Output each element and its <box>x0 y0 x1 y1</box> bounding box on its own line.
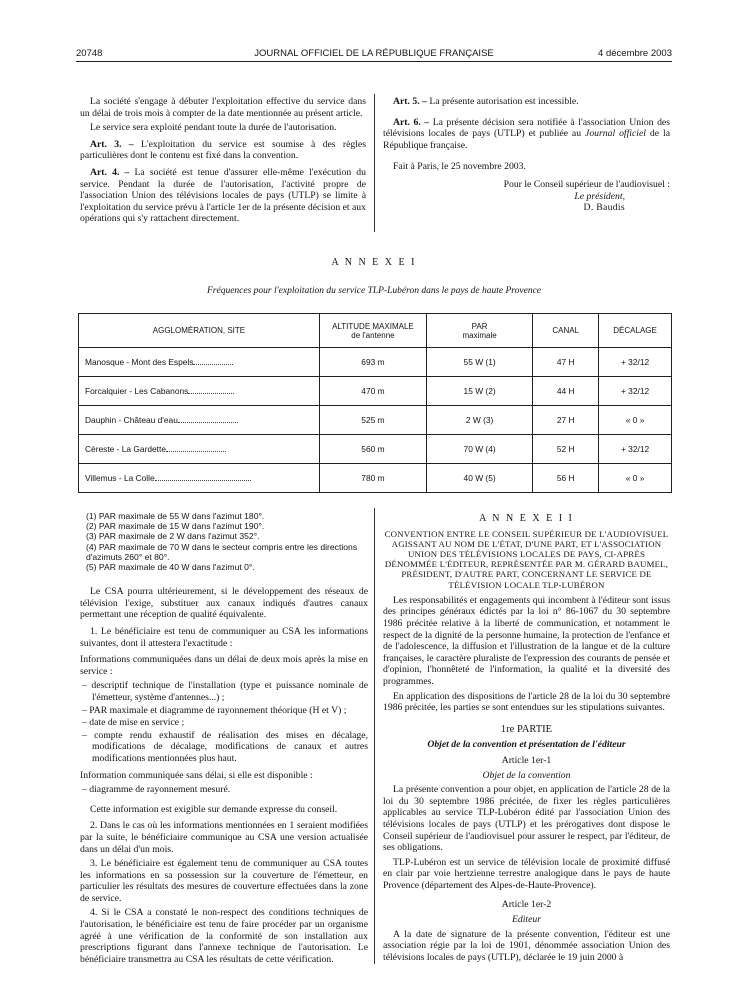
paragraph: 2. Dans le cas où les informations mentionnées en 1 seraient modifiées par la suite, le bénéficiaire communique au CSA une version actualisée dans un délai d'un mois. <box>80 820 368 855</box>
frequency-table <box>78 313 672 493</box>
annex-2-title: A N N E X E I I <box>479 513 574 524</box>
site-cell: Dauphin - Château d'eau <box>79 406 320 435</box>
article-heading: Article 1er-2 <box>501 899 552 911</box>
article-heading: Article 1er-1 <box>501 754 552 766</box>
paragraph: TLP-Lubéron est un service de télévision locale de proximité diffusé en clair par voie hertzienne terrestre analogique dans le pays de haute Provence (département des Alpes-de-Haute-Provence). <box>383 856 670 891</box>
article-4: Art. 4. – La société est tenue d'assurer elle-même l'exécution du service. Pendant la durée de l'autorisation, l'activité propre de l'association Union des télévisions locales de pays (UTLP) se limite à l'exploitation du service prévu à l'article 1er de la présente décision et aux opérations qui s'y rattachent directement. <box>80 166 366 225</box>
altitude-cell: 525 m <box>319 406 426 435</box>
paragraph: 1. Le bénéficiaire est tenu de communiquer au CSA les informations suivantes, dont il attestera l'exactitude : <box>80 626 368 649</box>
signature-role: Le président, <box>574 190 625 202</box>
article-title: Editeur <box>511 914 542 926</box>
note: (3) PAR maximale de 2 W dans l'azimut 352°. <box>86 531 260 542</box>
list-item: – diagramme de rayonnement mesuré. <box>82 784 231 796</box>
decalage-cell: « 0 » <box>599 406 672 435</box>
part-title: Objet de la convention et présentation de l'éditeur <box>427 739 626 751</box>
list-item: – date de mise en service ; <box>82 717 185 729</box>
bottom-left-column <box>80 511 368 968</box>
paragraph: Le service sera exploité pendant toute la durée de l'autorisation. <box>90 122 337 134</box>
issue-date: 4 décembre 2003 <box>598 48 672 59</box>
signature-for: Pour le Conseil supérieur de l'audiovisuel : <box>503 178 670 190</box>
paragraph: La société s'engage à débuter l'exploitation effective du service dans un délai de trois mois à compter de la date mentionnée au présent article. <box>80 96 366 119</box>
decalage-cell: + 32/12 <box>599 348 672 377</box>
table-row <box>79 406 672 435</box>
site-cell: Manosque - Mont des Espels <box>79 348 320 377</box>
altitude-cell: 560 m <box>319 435 426 464</box>
table-row <box>79 377 672 406</box>
par-cell: 40 W (5) <box>426 464 532 493</box>
note: (1) PAR maximale de 55 W dans l'azimut 180°. <box>86 511 265 521</box>
paragraph: En application des dispositions de l'article 28 de la loi du 30 septembre 1986 précitée, les parties se sont entendues sur les stipulations suivantes. <box>383 690 670 714</box>
site-cell: Forcalquier - Les Cabanons <box>79 377 320 406</box>
paragraph: Informations communiquées dans un délai de deux mois après la mise en service : <box>80 654 368 677</box>
par-cell: 2 W (3) <box>426 406 532 435</box>
article-3: Art. 3. – L'exploitation du service est soumise à des règles particulières dont le contenu est fixé dans la convention. <box>80 138 366 162</box>
table-row <box>79 348 672 377</box>
column-divider <box>374 508 375 964</box>
required-info-list <box>80 680 368 764</box>
column-header: AGGLOMÉRATION, SITE <box>79 314 320 348</box>
canal-cell: 27 H <box>533 406 599 435</box>
column-divider <box>374 94 375 232</box>
paragraph: La présente convention a pour objet, en application de l'article 28 de la loi du 30 septembre 1986 précitée, de fixer les règles particulières applicables au service TLP-Lubéron édité par l'association Union des télévisions locales de pays (UTLP) et les prérogatives dont dispose le Conseil supérieur de l'audiovisuel pour assurer le respect, par l'éditeur, de ses obligations. <box>383 784 670 854</box>
table-header-row <box>79 314 672 348</box>
note: (2) PAR maximale de 15 W dans l'azimut 190°. <box>86 521 265 532</box>
table-row <box>79 464 672 493</box>
paragraph: Cette information est exigible sur demande expresse du conseil. <box>90 803 338 815</box>
convention-title: CONVENTION ENTRE LE CONSEIL SUPÉRIEUR DE L'AUDIOVISUEL AGISSANT AU NOM DE L'ÉTAT, D'UNE PART, ET L'ASSOCIATION UNION DES TÉLÉVISIONS LOCALES DE PAYS, CI-APRÈS DÉNOMMÉE L'ÉDITEUR, REPRÉSENTÉE PAR M. GÉRARD BAUMEL, PRÉSIDENT, D'AUTRE PART, CONCERNANT LE SERVICE DE TÉLÉVISION LOCALE TLP-LUBÉRON <box>384 528 669 590</box>
canal-cell: 44 H <box>533 377 599 406</box>
site-cell: Villemus - La Colle <box>79 464 320 493</box>
list-item: – compte rendu exhaustif de réalisation des mises en décalage, modifications de décalage, modifications de canaux et autres modifications mentionnées plus haut. <box>82 729 368 764</box>
article-5: Art. 5. – La présente autorisation est incessible. <box>393 96 579 107</box>
decalage-cell: « 0 » <box>599 464 672 493</box>
altitude-cell: 470 m <box>319 377 426 406</box>
table-row <box>79 435 672 464</box>
paragraph: A la date de signature de la présente convention, l'éditeur est une association régie par la loi de 1901, dénommée association Union des télévisions locales de pays (UTLP), déclarée le 19 juin 2000 à <box>383 928 670 963</box>
paragraph: 4. Si le CSA a constaté le non-respect des conditions techniques de l'autorisation, le bénéficiaire est tenu de faire procéder par un organisme agréé à une vérification de la conformité de son installation aux prescriptions figurant dans l'annexe technique de l'autorisation. Le bénéficiaire transmettra au CSA les résultats de cette vérification. <box>80 907 368 965</box>
header-rule <box>76 61 672 62</box>
decalage-cell: + 32/12 <box>599 435 672 464</box>
table-notes <box>86 511 368 572</box>
annex-1-subtitle: Fréquences pour l'exploitation du service TLP-Lubéron dans le pays de haute Provence <box>206 286 542 296</box>
par-cell: 70 W (4) <box>426 435 532 464</box>
top-left-column <box>80 96 366 228</box>
altitude-cell: 780 m <box>319 464 426 493</box>
bottom-right-column <box>383 513 670 966</box>
canal-cell: 52 H <box>533 435 599 464</box>
list-item: – PAR maximale et diagramme de rayonnement théorique (H et V) ; <box>82 704 347 716</box>
altitude-cell: 693 m <box>319 348 426 377</box>
signature-name: D. Baudis <box>583 202 625 214</box>
par-cell: 55 W (1) <box>426 348 532 377</box>
par-cell: 15 W (2) <box>426 377 532 406</box>
paragraph: Le CSA pourra ultérieurement, si le développement des réseaux de télévision l'exige, substituer aux canaux indiqués d'autres canaux permettant une réception de qualité équivalente. <box>80 586 368 621</box>
article-title: Objet de la convention <box>482 769 571 781</box>
article-6: Art. 6. – La présente décision sera notifiée à l'association Union des télévisions locales de pays (UTLP) et publiée au Journal officiel de la République française. <box>383 116 670 151</box>
page-number: 20748 <box>76 48 103 59</box>
column-header: DÉCALAGE <box>599 314 672 348</box>
canal-cell: 56 H <box>533 464 599 493</box>
top-right-column <box>383 96 670 214</box>
site-cell: Céreste - La Gardette <box>79 435 320 464</box>
canal-cell: 47 H <box>533 348 599 377</box>
journal-title: JOURNAL OFFICIEL DE LA RÉPUBLIQUE FRANÇAISE <box>254 48 494 59</box>
annex-1-title: A N N E X E I <box>331 257 417 268</box>
paragraph: Information communiquée sans délai, si elle est disponible : <box>80 769 313 781</box>
note: (4) PAR maximale de 70 W dans le secteur compris entre les directions d'azimuts 260° et 80°. <box>86 541 358 562</box>
note: (5) PAR maximale de 40 W dans l'azimut 0°. <box>86 562 255 573</box>
column-header: CANAL <box>533 314 599 348</box>
paragraph: Les responsabilités et engagements qui incombent à l'éditeur sont issus des principes généraux édictés par la loi n° 86-1067 du 30 septembre 1986 précitée relative à la liberté de communication, et notamment le respect de la dignité de la personne humaine, la protection de l'enfance et de l'adolescence, la diffusion et l'illustration de la langue et de la culture françaises, le caractère pluraliste de l'expression des courants de pensée et d'opinion, l'honnêteté de l'information, la qualité et la diversité des programmes. <box>383 594 670 687</box>
done-at: Fait à Paris, le 25 novembre 2003. <box>393 161 526 173</box>
column-header: PAR maximale <box>426 314 532 348</box>
column-header: ALTITUDE MAXIMALE de l'antenne <box>319 314 426 348</box>
part-heading: 1re PARTIE <box>500 723 553 735</box>
paragraph: 3. Le bénéficiaire est également tenu de communiquer au CSA toutes les informations en sa possession sur la couverture de l'émetteur, en particulier les résultats des mesures de couverture effectuées dans la zone de service. <box>80 858 368 904</box>
decalage-cell: + 32/12 <box>599 377 672 406</box>
list-item: – descriptif technique de l'installation (type et puissance nominale de l'émetteur, système d'antennes...) ; <box>82 680 368 703</box>
optional-info-list <box>80 784 368 796</box>
